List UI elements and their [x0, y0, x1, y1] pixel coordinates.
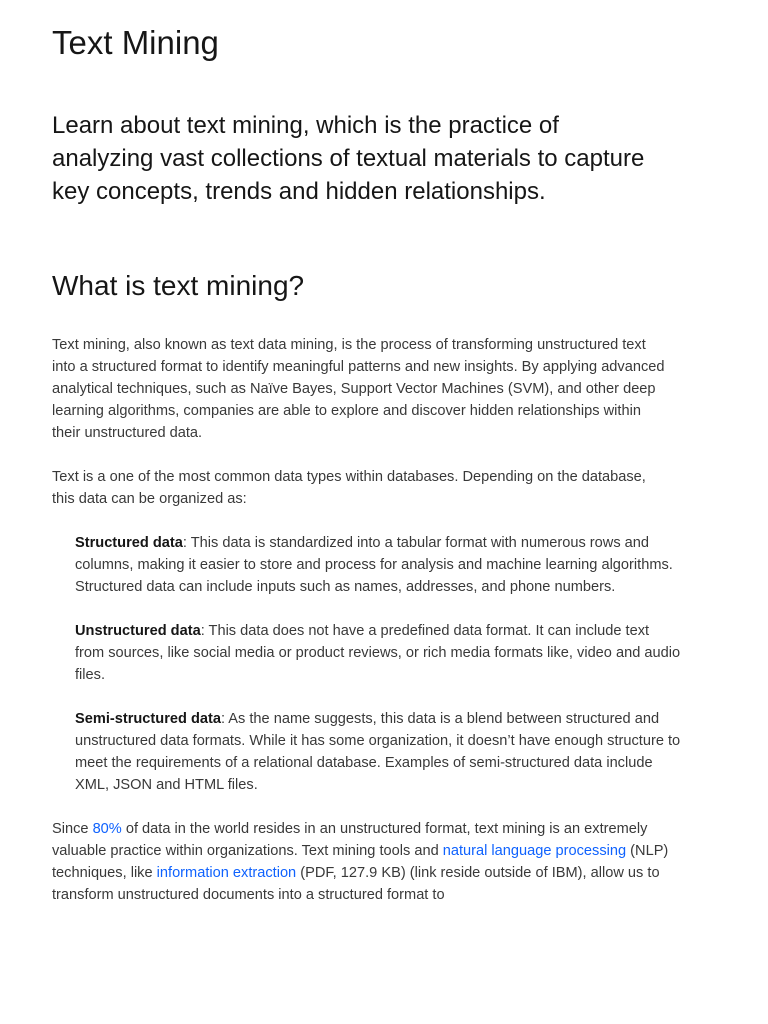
- closing-text-4: (PDF, 127.9 KB) (link reside outside of IBM), allow us to transform unstructured documents into a structured format to: [52, 865, 660, 903]
- closing-paragraph: [52, 818, 672, 906]
- list-item-unstructured-data: [75, 620, 681, 686]
- link-information-extraction[interactable]: information extraction: [156, 865, 297, 881]
- term-structured-data: Structured data: [75, 535, 183, 551]
- lead-paragraph: Learn about text mining, which is the practice of analyzing vast collections of textual materials to capture key concepts, trends and hidden relationships.: [52, 112, 645, 205]
- link-natural-language-processing[interactable]: natural language processing: [442, 843, 627, 859]
- closing-text-2: of data in the world resides in an unstructured format, text mining is an extremely valuable practice within organizations. Text mining tools and: [52, 821, 648, 859]
- link-80-percent[interactable]: 80%: [92, 821, 122, 837]
- desc-unstructured-data: : This data does not have a predefined data format. It can include text from sources, like social media or product reviews, or rich media formats like, video and audio files.: [75, 623, 681, 683]
- desc-semi-structured-data: : As the name suggests, this data is a blend between structured and unstructured data formats. While it has some organization, it doesn’t have enough structure to meet the requirements of a relational database. Examples of semi-structured data include XML, JSON and HTML files.: [75, 711, 681, 793]
- closing-text-1: Since: [52, 821, 93, 837]
- desc-structured-data: : This data is standardized into a tabular format with numerous rows and columns, making it easier to store and process for analysis and machine learning algorithms. Structured data can include inputs such as names, addresses, and phone numbers.: [75, 535, 673, 595]
- intro-paragraph: Text mining, also known as text data mining, is the process of transforming unstructured text into a structured format to identify meaningful patterns and new insights. By applying advanced analytical techniques, such as Naïve Bayes, Support Vector Machines (SVM), and other deep learning algorithms, companies are able to explore and discover hidden relationships within their unstructured data.: [52, 337, 665, 441]
- section-heading: What is text mining?: [52, 270, 305, 301]
- term-semi-structured-data: Semi-structured data: [75, 711, 221, 727]
- data-types-intro-paragraph: Text is a one of the most common data types within databases. Depending on the database, this data can be organized as:: [52, 469, 646, 507]
- term-unstructured-data: Unstructured data: [75, 623, 201, 639]
- list-item-structured-data: [75, 532, 681, 598]
- data-types-list: [52, 532, 681, 796]
- closing-text-3: (NLP) techniques, like: [52, 843, 669, 881]
- page-title: Text Mining: [52, 24, 219, 61]
- list-item-semi-structured-data: [75, 708, 681, 796]
